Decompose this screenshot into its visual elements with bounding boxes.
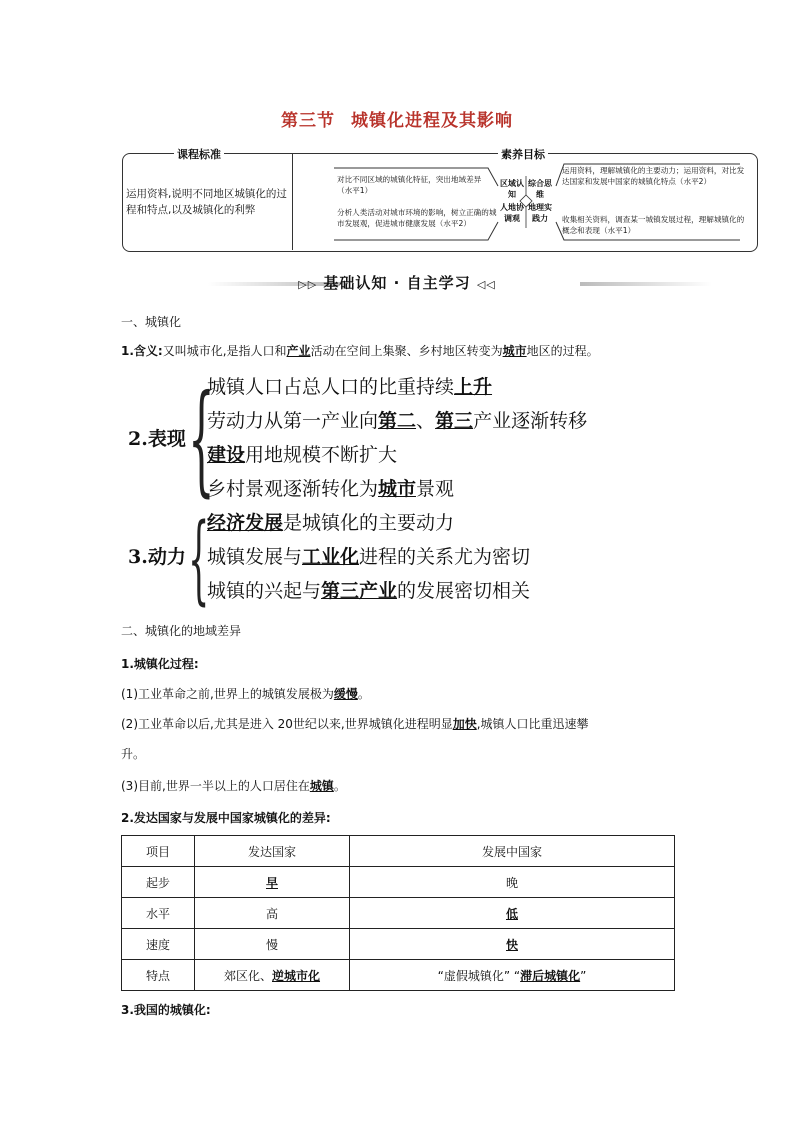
table-row <box>122 929 675 960</box>
table-cell: 水平 <box>122 898 195 929</box>
section1-heading: 一、城镇化 <box>121 315 182 329</box>
difference-heading: 2.发达国家与发展中国家城镇化的差异: <box>121 811 331 825</box>
literacy-header: 素养目标 <box>498 146 548 162</box>
table-cell: 慢 <box>195 929 350 960</box>
literacy-left-top: 对比不同区域的城镇化特征，突出地域差异（水平1） <box>337 175 482 195</box>
table-header: 发展中国家 <box>350 836 675 867</box>
arrow-left-icon: ◁◁ <box>476 278 496 291</box>
performance-line-2: 劳动力从第一产业向第二、第三产业逐渐转移 <box>207 410 588 432</box>
arrow-right-icon: ▷▷ <box>298 278 318 291</box>
process-heading: 1.城镇化过程: <box>121 657 199 671</box>
table-header: 发达国家 <box>195 836 350 867</box>
cell-regional: 区域认知 <box>500 179 524 199</box>
performance-line-3: 建设用地规模不断扩大 <box>207 444 398 466</box>
table-cell: 晚 <box>350 867 675 898</box>
table-cell: 郊区化、逆城市化 <box>195 960 350 991</box>
standard-header: 课程标准 <box>174 146 224 162</box>
driver-line-2: 城镇发展与工业化进程的关系尤为密切 <box>207 546 531 568</box>
table-cell: 特点 <box>122 960 195 991</box>
table-row <box>122 960 675 991</box>
cell-practice: 地理实践力 <box>528 203 552 223</box>
banner-title: 基础认知 · 自主学习 <box>323 274 471 292</box>
cell-harmony: 人地协调观 <box>500 203 524 223</box>
table-cell: 低 <box>350 898 675 929</box>
table-cell: “虚假城镇化” “滞后城镇化” <box>350 960 675 991</box>
table-row <box>122 867 675 898</box>
brace-icon: { <box>188 370 215 509</box>
comparison-table <box>121 835 675 991</box>
table-cell: 高 <box>195 898 350 929</box>
section-number: 第三节 <box>281 111 335 131</box>
literacy-left-bottom: 分析人类活动对城市环境的影响，树立正确的城市发展观，促进城市健康发展（水平2） <box>337 208 497 228</box>
cell-comprehensive: 综合思维 <box>528 179 552 199</box>
driver-line-3: 城镇的兴起与第三产业的发展密切相关 <box>207 580 531 602</box>
performance-line-1: 城镇人口占总人口的比重持续上升 <box>207 376 493 398</box>
literacy-right-top: 运用资料，理解城镇化的主要动力；运用资料，对比发达国家和发展中国家的城镇化特点（水平2） <box>562 166 745 186</box>
table-cell: 快 <box>350 929 675 960</box>
process-item-2: (2)工业革命以后,尤其是进入 20世纪以来,世界城镇化进程明显加快,城镇人口比重迅速攀 <box>121 717 589 731</box>
table-header: 项目 <box>122 836 195 867</box>
performance-line-4: 乡村景观逐渐转化为城市景观 <box>207 478 455 500</box>
process-item-1: (1)工业革命之前,世界上的城镇发展极为缓慢。 <box>121 687 370 701</box>
performance-label: 2.表现 <box>128 428 186 450</box>
process-item-2-cont: 升。 <box>121 747 146 761</box>
table-cell: 速度 <box>122 929 195 960</box>
table-header-row <box>122 836 675 867</box>
section2-heading: 二、城镇化的地域差异 <box>121 624 242 638</box>
process-item-3: (3)目前,世界一半以上的人口居住在城镇。 <box>121 779 346 793</box>
table-row <box>122 898 675 929</box>
standard-text: 运用资料,说明不同地区城镇化的过程和特点,以及城镇化的利弊 <box>126 188 287 216</box>
brace-icon: { <box>188 503 210 615</box>
literacy-right-bottom: 收集相关资料，调查某一城镇发展过程，理解城镇化的概念和表现（水平1） <box>562 215 745 235</box>
section-title: 城镇化进程及其影响 <box>351 111 513 131</box>
literacy-connectors <box>0 0 794 260</box>
china-heading: 3.我国的城镇化: <box>121 1003 211 1017</box>
section-banner <box>0 272 794 293</box>
driver-label: 3.动力 <box>128 546 186 568</box>
driver-line-1: 经济发展是城镇化的主要动力 <box>207 512 455 534</box>
table-cell: 早 <box>195 867 350 898</box>
table-cell: 起步 <box>122 867 195 898</box>
definition: 1.含义:又叫城市化,是指人口和产业活动在空间上集聚、乡村地区转变为城市地区的过程。 <box>121 344 599 358</box>
